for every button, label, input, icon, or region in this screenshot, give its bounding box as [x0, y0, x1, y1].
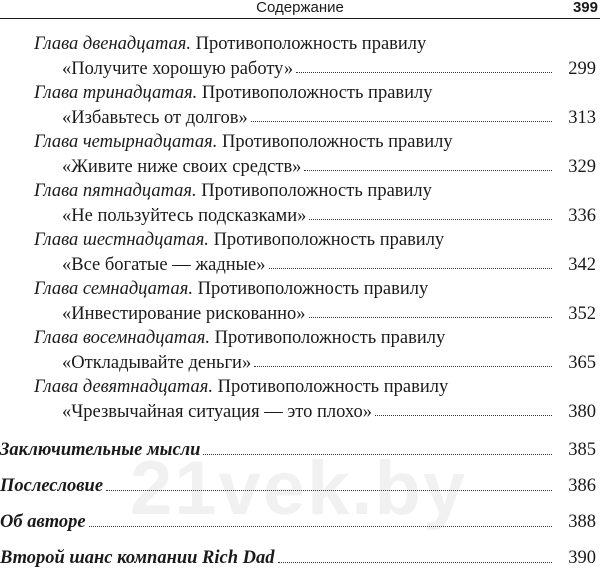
chapter-title: «Живите ниже своих средств»	[62, 156, 302, 177]
chapter-label: Глава пятнадцатая.	[34, 181, 197, 201]
section-spacer	[0, 424, 600, 432]
table-of-contents	[0, 32, 600, 576]
chapter-subtitle: Противоположность правилу	[212, 377, 449, 397]
page-number: 365	[568, 352, 596, 373]
chapter-label: Глава шестнадцатая.	[34, 230, 209, 250]
toc-entry[interactable]	[0, 302, 600, 327]
dot-leader	[309, 302, 552, 318]
toc-chapter-heading	[0, 326, 600, 351]
chapter-title: «Все богатые — жадные»	[62, 254, 266, 275]
page-number: 329	[568, 156, 596, 177]
dot-leader	[254, 351, 552, 367]
toc-entry[interactable]	[0, 155, 600, 180]
toc-section-entry[interactable]	[0, 504, 600, 540]
dot-leader	[296, 57, 552, 73]
dot-leader	[106, 468, 552, 491]
toc-section-entry[interactable]	[0, 540, 600, 576]
dot-leader	[89, 504, 552, 527]
chapter-label: Глава восемнадцатая.	[34, 328, 210, 348]
toc-entry[interactable]	[0, 351, 600, 376]
page-number: 385	[568, 440, 596, 460]
page-number: 299	[568, 58, 596, 79]
chapter-subtitle: Противоположность правилу	[197, 83, 433, 103]
dot-leader	[278, 540, 552, 563]
toc-chapter-heading	[0, 277, 600, 302]
page-number: 313	[568, 107, 596, 128]
chapter-subtitle: Противоположность правилу	[217, 132, 453, 152]
dot-leader	[304, 155, 552, 171]
chapter-subtitle: Противоположность правилу	[208, 230, 445, 250]
page-number: 390	[568, 548, 596, 568]
toc-chapter-heading	[0, 228, 600, 253]
toc-chapter-heading	[0, 32, 600, 57]
toc-entry[interactable]	[0, 57, 600, 82]
chapter-subtitle: Противоположность правилу	[210, 328, 446, 348]
header-title: Содержание	[256, 0, 344, 16]
toc-entry[interactable]	[0, 106, 600, 131]
toc-entry[interactable]	[0, 253, 600, 278]
chapter-label: Глава семнадцатая.	[34, 279, 193, 299]
chapter-title: «Получите хорошую работу»	[62, 58, 294, 79]
section-title: Об авторе	[0, 512, 86, 532]
header-divider	[0, 18, 600, 19]
toc-chapter-heading	[0, 130, 600, 155]
chapter-subtitle: Противоположность правилу	[191, 34, 427, 54]
toc-chapter-heading	[0, 179, 600, 204]
toc-chapter-heading	[0, 375, 600, 400]
section-title: Второй шанс компании Rich Dad	[0, 548, 275, 568]
dot-leader	[309, 204, 552, 220]
chapter-label: Глава тринадцатая.	[34, 83, 198, 103]
dot-leader	[269, 253, 552, 269]
dot-leader	[375, 400, 552, 416]
toc-entry[interactable]	[0, 400, 600, 425]
chapter-title: «Откладывайте деньги»	[62, 352, 252, 373]
toc-section-entry[interactable]	[0, 468, 600, 504]
dot-leader	[251, 106, 552, 122]
page-number: 342	[568, 254, 596, 275]
toc-entry[interactable]	[0, 204, 600, 229]
toc-chapter-heading	[0, 81, 600, 106]
page-number: 388	[568, 512, 596, 532]
page-number: 336	[568, 205, 596, 226]
chapter-label: Глава девятнадцатая.	[34, 377, 213, 397]
chapter-subtitle: Противоположность правилу	[196, 181, 432, 201]
dot-leader	[203, 432, 552, 455]
page-number: 380	[568, 401, 596, 422]
chapter-title: «Чрезвычайная ситуация — это плохо»	[62, 401, 372, 422]
toc-section-entry[interactable]	[0, 432, 600, 468]
page-number: 386	[568, 476, 596, 496]
chapter-label: Глава четырнадцатая.	[34, 132, 218, 152]
chapter-label: Глава двенадцатая.	[34, 34, 192, 54]
chapter-title: «Не пользуйтесь подсказками»	[62, 205, 307, 226]
chapter-title: «Избавьтесь от долгов»	[62, 107, 248, 128]
section-title: Послесловие	[0, 476, 104, 496]
watermark: 21vek.by	[130, 446, 468, 531]
section-title: Заключительные мысли	[0, 440, 201, 460]
chapter-title: «Инвестирование рискованно»	[62, 303, 306, 324]
page-number: 352	[568, 303, 596, 324]
header-page-number: 399	[572, 0, 598, 16]
page-header	[0, 0, 600, 19]
chapter-subtitle: Противоположность правилу	[192, 279, 429, 299]
